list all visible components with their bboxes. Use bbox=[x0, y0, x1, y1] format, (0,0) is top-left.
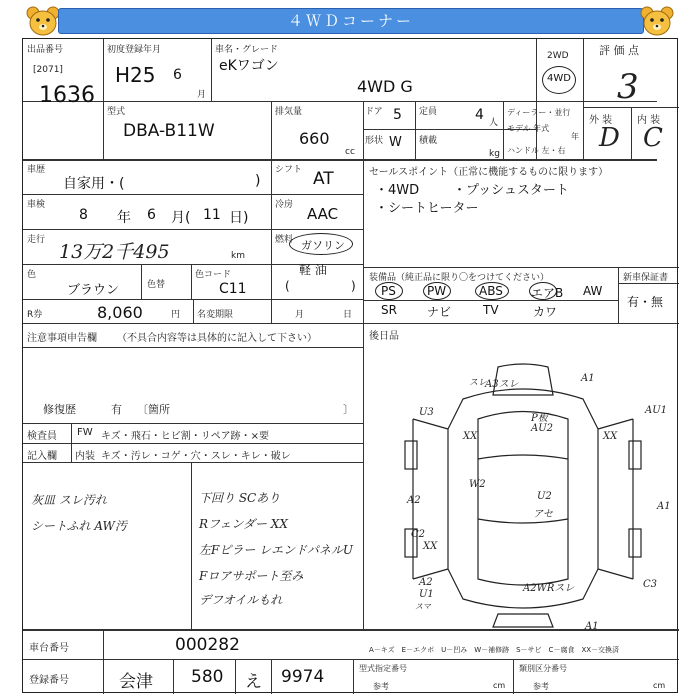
model-year-unit: 年 bbox=[571, 132, 579, 141]
chassis-label: 車台番号 bbox=[29, 643, 69, 654]
capacity-value: 4 bbox=[475, 107, 484, 123]
mark-7: XX bbox=[463, 431, 478, 442]
registration-label: 登録番号 bbox=[29, 675, 69, 686]
cm-2: cm bbox=[653, 681, 666, 690]
inspector-label-1: 検査員 bbox=[27, 431, 57, 442]
score-int-value: C bbox=[643, 123, 663, 153]
lot-number: 1636 bbox=[39, 83, 95, 108]
inspection-day-unit: 日) bbox=[229, 210, 249, 226]
mark-12: アセ bbox=[533, 509, 553, 520]
interior-label: 内装 bbox=[75, 451, 95, 462]
color-changed-label: 色替 bbox=[147, 280, 166, 290]
ac-label: 冷房 bbox=[275, 200, 294, 210]
mark-2: A1 bbox=[581, 373, 595, 384]
sales-point-1: ・4WD bbox=[375, 183, 420, 198]
mark-18: スマ bbox=[415, 602, 431, 611]
mark-19: A2WRスレ bbox=[523, 583, 575, 594]
drive-label: 2WD bbox=[547, 51, 569, 61]
displacement-label: 排気量 bbox=[275, 107, 303, 117]
equip-tv: TV bbox=[483, 303, 499, 317]
cm-1: cm bbox=[493, 681, 506, 690]
score-label: 評 価 点 bbox=[599, 44, 639, 57]
inspection-day: 11 bbox=[203, 207, 221, 223]
shape-label: 形状 bbox=[365, 136, 384, 146]
name-change-month: 月 bbox=[295, 310, 305, 320]
mark-22: スレ bbox=[469, 378, 488, 388]
bear-logo-right bbox=[640, 6, 674, 36]
mark-8: XX bbox=[603, 431, 618, 442]
fuel-paren-close: ) bbox=[351, 279, 356, 293]
fuel-paren-open: ( bbox=[285, 279, 290, 293]
sales-point-2: ・プッシュスタート bbox=[453, 183, 569, 198]
header-title: ４ＷＤコーナー bbox=[58, 8, 644, 34]
inspection-month-unit: 月( bbox=[171, 210, 191, 226]
first-reg-label: 初度登録年月 bbox=[107, 45, 162, 55]
shift-label: シフト bbox=[275, 165, 303, 175]
equip-ps: PS bbox=[381, 284, 396, 298]
new-warranty-label: 新車保証書 bbox=[623, 273, 669, 283]
mark-6: AU1 bbox=[645, 405, 668, 416]
equip-pw: PW bbox=[427, 284, 447, 298]
registration-kana: え bbox=[245, 672, 262, 692]
usage-value: 自家用・( bbox=[63, 176, 125, 192]
mark-17: U1 bbox=[419, 589, 434, 600]
mark-13: A1 bbox=[657, 501, 671, 512]
sales-point-3: ・シートヒーター bbox=[375, 201, 479, 216]
ref-1: 参考 bbox=[373, 682, 389, 691]
note-label: 注意事項申告欄 bbox=[27, 333, 97, 344]
mark-4: P板 bbox=[531, 413, 548, 424]
equip-sr: SR bbox=[381, 303, 397, 317]
mark-16: A2 bbox=[419, 577, 433, 588]
usage-label: 車歴 bbox=[27, 165, 46, 175]
inspection-year-unit: 年 bbox=[117, 210, 131, 226]
repair-close: 〕 bbox=[343, 403, 354, 416]
registration-region: 会津 bbox=[119, 672, 153, 692]
inspection-month: 6 bbox=[147, 207, 156, 223]
mark-5: AU2 bbox=[531, 423, 554, 434]
recycle-label: R券 bbox=[27, 310, 43, 320]
recycle-value: 8,060 bbox=[97, 303, 143, 322]
shape-value: W bbox=[389, 135, 402, 150]
mark-15: XX bbox=[423, 541, 438, 552]
fw-items: キズ・飛石・ヒビ割・リペア跡・×要 bbox=[101, 431, 269, 442]
car-label: 車名・グレード bbox=[215, 45, 279, 55]
inspection-label: 車検 bbox=[27, 200, 46, 210]
model-value: DBA-B11W bbox=[123, 121, 215, 141]
displacement-unit: cc bbox=[345, 147, 355, 157]
lot-label: 出品番号 bbox=[27, 45, 64, 55]
model-year-label: モデル 年式 bbox=[507, 124, 550, 133]
equip-abs: ABS bbox=[479, 284, 503, 298]
model-label: 型式 bbox=[107, 107, 126, 117]
mark-11: U2 bbox=[537, 491, 552, 502]
doors-label: ドア bbox=[365, 107, 383, 117]
bear-logo-left bbox=[26, 6, 60, 36]
inspector-label-2: 記入欄 bbox=[27, 451, 57, 462]
recycle-unit: 円 bbox=[171, 310, 181, 320]
mark-14: C2 bbox=[411, 529, 426, 540]
fuel-alt: 軽 油 bbox=[299, 263, 327, 277]
lot-sub: [2071] bbox=[33, 65, 63, 75]
mark-1: A3スレ bbox=[485, 379, 519, 390]
interior-items: キズ・汚レ・コゲ・穴・スレ・キレ・破レ bbox=[101, 451, 291, 462]
category-label: 類別区分番号 bbox=[519, 664, 567, 673]
repair-value: 有 bbox=[111, 403, 122, 416]
score-value: 3 bbox=[617, 67, 639, 107]
score-ext-label: 外 装 bbox=[589, 115, 613, 126]
drive-value: 4WD bbox=[547, 73, 571, 84]
shift-value: AT bbox=[313, 169, 334, 189]
load-unit: kg bbox=[489, 149, 500, 159]
mark-9: W2 bbox=[469, 479, 486, 490]
handle-label: ハンドル 左・右 bbox=[507, 146, 566, 155]
equip-navi: ナビ bbox=[427, 305, 452, 319]
mark-10: A2 bbox=[407, 495, 421, 506]
doors-value: 5 bbox=[393, 107, 402, 123]
mark-3: U3 bbox=[419, 407, 434, 418]
fuel-label: 燃料 bbox=[275, 235, 294, 245]
repair-label: 修復歴 bbox=[43, 403, 76, 416]
registration-number: 9974 bbox=[281, 667, 325, 687]
score-ext-value: D bbox=[599, 123, 620, 153]
color-code: C11 bbox=[219, 281, 247, 297]
equip-leather: カワ bbox=[533, 305, 558, 319]
load-label: 積載 bbox=[419, 136, 438, 146]
mileage-label: 走行 bbox=[27, 235, 46, 245]
after-day-label: 後日品 bbox=[369, 331, 399, 342]
capacity-unit: 人 bbox=[489, 118, 499, 128]
mileage-value: 13万2千495 bbox=[59, 241, 170, 263]
repair-place: 〔箇所 bbox=[137, 403, 170, 416]
displacement-value: 660 bbox=[299, 129, 330, 148]
chassis-value: 000282 bbox=[175, 635, 240, 655]
usage-close: ) bbox=[255, 173, 261, 189]
note-5: 左Fピラー レエンドパネルU bbox=[199, 543, 354, 557]
car-name: eKワゴン bbox=[219, 58, 279, 74]
color-code-label: 色コード bbox=[195, 270, 232, 280]
equip-aw: AW bbox=[583, 284, 603, 298]
car-grade: 4WD G bbox=[357, 77, 413, 96]
equipment-label: 装備品（純正品に限り〇をつけてください） bbox=[369, 273, 550, 283]
sales-points-label: セールスポイント（正常に機能するものに限ります） bbox=[369, 167, 609, 178]
capacity-label: 定員 bbox=[419, 107, 438, 117]
inspection-year: 8 bbox=[79, 207, 88, 223]
note-7: デフオイルもれ bbox=[199, 593, 283, 607]
first-reg-era: H25 bbox=[115, 63, 156, 87]
note-hint: （不具合内容等は具体的に記入して下さい） bbox=[117, 333, 317, 344]
note-1: 灰皿 スレ汚れ bbox=[31, 493, 107, 507]
ac-value: AAC bbox=[307, 205, 339, 223]
mark-21: A1 bbox=[585, 621, 599, 632]
name-change-day: 日 bbox=[343, 310, 353, 320]
new-warranty-value: 有・無 bbox=[627, 295, 664, 309]
shaken-label: 型式指定番号 bbox=[359, 664, 407, 673]
mark-20: C3 bbox=[643, 579, 658, 590]
note-3: 下回り SCあり bbox=[199, 491, 281, 505]
note-2: シートふれ AW汚 bbox=[31, 519, 127, 533]
dealer-label: ディーラー・並行 bbox=[507, 108, 571, 117]
fuel-value: ガソリン bbox=[301, 239, 345, 252]
fw-label: FW bbox=[77, 427, 93, 438]
mileage-unit: km bbox=[231, 251, 245, 261]
color-label: 色 bbox=[27, 270, 37, 280]
score-int-label: 内 装 bbox=[637, 115, 661, 126]
name-change-label: 名変期限 bbox=[197, 310, 234, 320]
first-reg-month-unit: 月 bbox=[197, 90, 207, 100]
ref-2: 参考 bbox=[533, 682, 549, 691]
color-value: ブラウン bbox=[67, 283, 120, 298]
auction-sheet bbox=[22, 38, 678, 693]
registration-class: 580 bbox=[191, 667, 224, 687]
note-4: Rフェンダー XX bbox=[199, 517, 288, 531]
first-reg-month: 6 bbox=[173, 67, 182, 83]
equip-airbag: エアB bbox=[531, 286, 564, 300]
note-6: Fロアサポート至み bbox=[199, 569, 304, 583]
diagram-legend: A－キズ E－エクボ U－凹み W－補修跡 S－サビ C－腐食 XX－交換済 bbox=[369, 646, 620, 654]
